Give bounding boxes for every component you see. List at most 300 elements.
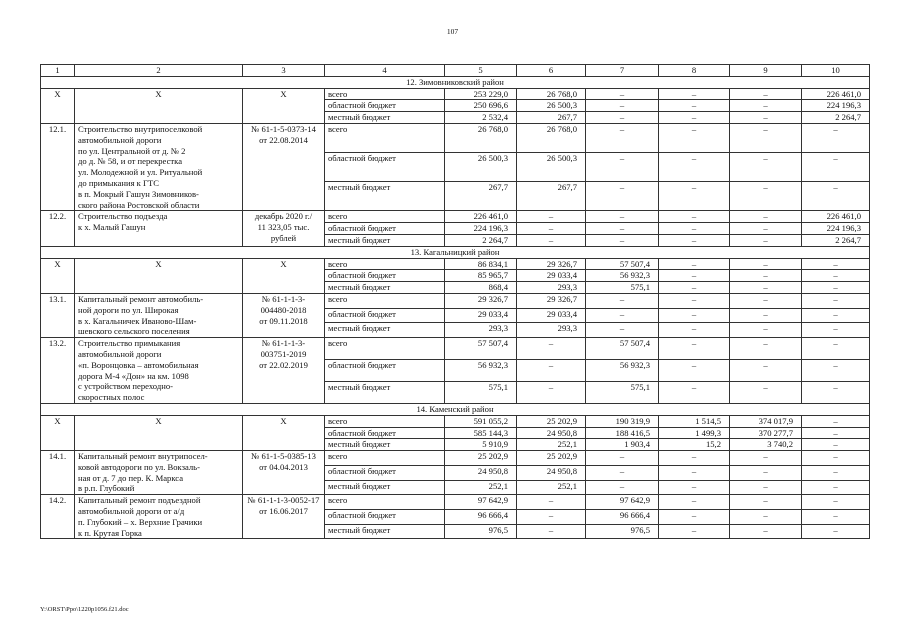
amount-cell: 25 202,9 xyxy=(517,451,586,466)
amount-cell: 29 326,7 xyxy=(517,258,586,270)
amount-cell: – xyxy=(659,308,730,323)
item-name xyxy=(75,258,243,293)
amount-cell: – xyxy=(659,211,730,223)
item-number xyxy=(41,451,75,495)
amount-cell: 1 903,4 xyxy=(586,439,659,451)
amount-cell: 3 740,2 xyxy=(730,439,802,451)
item-document xyxy=(243,258,325,293)
amount-cell: 224 196,3 xyxy=(802,100,870,112)
amount-cell: 25 202,9 xyxy=(445,451,517,466)
amount-cell: – xyxy=(586,112,659,124)
funding-source: всего xyxy=(325,451,445,466)
file-path-footer: Y:\ORST\Ppo\1220p1056.f21.doc xyxy=(40,606,129,613)
header-row xyxy=(41,65,870,77)
item-document-line: 11 323,05 тыс. xyxy=(257,222,310,233)
item-name-line: в р.п. Глубокий xyxy=(78,483,135,494)
amount-cell: 96 666,4 xyxy=(586,510,659,525)
amount-cell: – xyxy=(802,465,870,480)
amount-cell: – xyxy=(802,308,870,323)
amount-cell: – xyxy=(730,123,802,152)
col-header: 9 xyxy=(730,65,802,77)
item-name-line: X xyxy=(155,258,162,269)
amount-cell: – xyxy=(659,112,730,124)
table-row xyxy=(41,211,870,223)
amount-cell: 252,1 xyxy=(517,439,586,451)
funding-source: областной бюджет xyxy=(325,270,445,282)
amount-cell: – xyxy=(730,308,802,323)
amount-cell: – xyxy=(659,258,730,270)
item-number xyxy=(41,258,75,293)
amount-cell: 188 416,5 xyxy=(586,427,659,439)
funding-source: областной бюджет xyxy=(325,465,445,480)
amount-cell: – xyxy=(730,153,802,182)
table-row xyxy=(41,88,870,100)
col-header: 2 xyxy=(75,65,243,77)
amount-cell: – xyxy=(517,495,586,510)
amount-cell: 96 666,4 xyxy=(445,510,517,525)
amount-cell: 591 055,2 xyxy=(445,415,517,427)
item-number-text: 14.1. xyxy=(48,451,67,462)
item-name-line: автомобильной дороги от а/д xyxy=(78,506,185,517)
amount-cell: – xyxy=(730,112,802,124)
section-title: 13. Кагальницкий район xyxy=(41,246,870,258)
table-row xyxy=(41,415,870,427)
amount-cell: 267,7 xyxy=(517,112,586,124)
item-document-line: X xyxy=(280,88,287,99)
amount-cell: 224 196,3 xyxy=(445,223,517,235)
amount-cell: – xyxy=(802,495,870,510)
item-number xyxy=(41,495,75,539)
amount-cell: – xyxy=(730,100,802,112)
amount-cell: – xyxy=(802,524,870,539)
amount-cell: – xyxy=(586,293,659,308)
item-name-line: п. Глубокий – х. Верхние Грачики xyxy=(78,516,203,527)
amount-cell: – xyxy=(730,338,802,360)
amount-cell: 56 932,3 xyxy=(586,360,659,382)
amount-cell: – xyxy=(659,465,730,480)
amount-cell: 29 033,4 xyxy=(517,308,586,323)
amount-cell: – xyxy=(730,258,802,270)
item-name-line: X xyxy=(155,415,162,426)
amount-cell: 370 277,7 xyxy=(730,427,802,439)
amount-cell: – xyxy=(586,100,659,112)
amount-cell: 293,3 xyxy=(445,323,517,338)
item-name-line: с устройством переходно- xyxy=(78,381,173,392)
amount-cell: – xyxy=(802,360,870,382)
funding-source: местный бюджет xyxy=(325,234,445,246)
item-name-line: ул. Молодежной и ул. Ритуальной xyxy=(78,167,203,178)
page-number: 107 xyxy=(446,27,459,36)
funding-source: областной бюджет xyxy=(325,360,445,382)
amount-cell: – xyxy=(659,153,730,182)
amount-cell: 57 507,4 xyxy=(586,338,659,360)
item-number xyxy=(41,415,75,450)
section-title: 14. Каменский район xyxy=(41,403,870,415)
amount-cell: 868,4 xyxy=(445,282,517,294)
amount-cell: – xyxy=(659,510,730,525)
amount-cell: – xyxy=(802,153,870,182)
item-name-line: Строительство примыкания xyxy=(78,338,181,349)
item-number-text: 13.1. xyxy=(48,293,67,304)
item-document xyxy=(243,415,325,450)
amount-cell: – xyxy=(586,323,659,338)
item-name-line: ная от д. 7 до пер. К. Маркса xyxy=(78,472,184,483)
amount-cell: – xyxy=(659,182,730,211)
amount-cell: – xyxy=(730,211,802,223)
item-document xyxy=(243,123,325,210)
amount-cell: – xyxy=(730,234,802,246)
col-header: 10 xyxy=(802,65,870,77)
item-document xyxy=(243,211,325,246)
funding-source: всего xyxy=(325,338,445,360)
amount-cell: – xyxy=(802,293,870,308)
item-number-text: 13.2. xyxy=(48,338,67,349)
amount-cell: – xyxy=(659,381,730,403)
amount-cell: 224 196,3 xyxy=(802,223,870,235)
item-document-line: № 61-1-1-3- xyxy=(261,293,306,304)
item-name xyxy=(75,495,243,539)
item-name-line: к х. Малый Гашун xyxy=(78,222,146,233)
amount-cell: 190 319,9 xyxy=(586,415,659,427)
amount-cell: 56 932,3 xyxy=(586,270,659,282)
amount-cell: – xyxy=(586,123,659,152)
amount-cell: 26 500,3 xyxy=(517,153,586,182)
amount-cell: – xyxy=(586,308,659,323)
col-header: 8 xyxy=(659,65,730,77)
amount-cell: – xyxy=(586,234,659,246)
section-row xyxy=(41,76,870,88)
item-number xyxy=(41,211,75,246)
item-name xyxy=(75,293,243,337)
item-name xyxy=(75,451,243,495)
amount-cell: 976,5 xyxy=(586,524,659,539)
amount-cell: 26 768,0 xyxy=(517,123,586,152)
table-row xyxy=(41,338,870,360)
item-document-line: декабрь 2020 г./ xyxy=(254,211,313,222)
amount-cell: 293,3 xyxy=(517,282,586,294)
item-document-line: 004480-2018 xyxy=(260,304,307,315)
amount-cell: – xyxy=(802,323,870,338)
amount-cell: 226 461,0 xyxy=(802,211,870,223)
funding-source: всего xyxy=(325,415,445,427)
col-header: 6 xyxy=(517,65,586,77)
amount-cell: 29 033,4 xyxy=(517,270,586,282)
item-number xyxy=(41,293,75,337)
item-number-text: X xyxy=(54,415,61,426)
funding-source: местный бюджет xyxy=(325,182,445,211)
amount-cell: 57 507,4 xyxy=(445,338,517,360)
col-header: 5 xyxy=(445,65,517,77)
amount-cell: – xyxy=(659,282,730,294)
item-document xyxy=(243,293,325,337)
amount-cell: 575,1 xyxy=(586,282,659,294)
amount-cell: – xyxy=(659,234,730,246)
amount-cell: – xyxy=(730,495,802,510)
amount-cell: 15,2 xyxy=(659,439,730,451)
item-name-line: ковой автодороги по ул. Вокзаль- xyxy=(78,461,200,472)
amount-cell: 2 264,7 xyxy=(445,234,517,246)
amount-cell: 24 950,8 xyxy=(517,427,586,439)
item-name-line: скоростных полос xyxy=(78,392,145,403)
funding-source: местный бюджет xyxy=(325,282,445,294)
item-name-line: «п. Воронцовка – автомобильная xyxy=(78,359,199,370)
amount-cell: 253 229,0 xyxy=(445,88,517,100)
item-name-line: к п. Крутая Горка xyxy=(78,527,142,538)
amount-cell: – xyxy=(802,338,870,360)
item-name-line: до д. № 58, и от перекрестка xyxy=(78,156,183,167)
amount-cell: – xyxy=(802,258,870,270)
item-document-line: X xyxy=(280,415,287,426)
section-row xyxy=(41,403,870,415)
table-row xyxy=(41,293,870,308)
funding-source: областной бюджет xyxy=(325,153,445,182)
amount-cell: 2 264,7 xyxy=(802,234,870,246)
amount-cell: – xyxy=(730,381,802,403)
item-document-line: X xyxy=(280,258,287,269)
amount-cell: 575,1 xyxy=(586,381,659,403)
funding-source: местный бюджет xyxy=(325,524,445,539)
amount-cell: 57 507,4 xyxy=(586,258,659,270)
amount-cell: – xyxy=(659,338,730,360)
table-row xyxy=(41,495,870,510)
item-name-line: дорога М-4 «Дон» на км. 1098 xyxy=(78,370,189,381)
amount-cell: – xyxy=(659,100,730,112)
amount-cell: – xyxy=(659,480,730,495)
amount-cell: – xyxy=(517,223,586,235)
amount-cell: 2 264,7 xyxy=(802,112,870,124)
amount-cell: 575,1 xyxy=(445,381,517,403)
amount-cell: 26 500,3 xyxy=(517,100,586,112)
amount-cell: – xyxy=(730,293,802,308)
amount-cell: – xyxy=(802,415,870,427)
funding-source: местный бюджет xyxy=(325,439,445,451)
amount-cell: 56 932,3 xyxy=(445,360,517,382)
funding-source: всего xyxy=(325,211,445,223)
amount-cell: – xyxy=(586,465,659,480)
item-name-line: автомобильной дороги xyxy=(78,134,162,145)
amount-cell: 26 500,3 xyxy=(445,153,517,182)
item-name xyxy=(75,88,243,123)
item-name xyxy=(75,415,243,450)
amount-cell: 97 642,9 xyxy=(445,495,517,510)
amount-cell: – xyxy=(802,282,870,294)
funding-source: областной бюджет xyxy=(325,223,445,235)
amount-cell: 226 461,0 xyxy=(802,88,870,100)
amount-cell: – xyxy=(730,88,802,100)
table-row xyxy=(41,258,870,270)
funding-source: всего xyxy=(325,495,445,510)
amount-cell: – xyxy=(730,510,802,525)
amount-cell: – xyxy=(802,480,870,495)
item-name-line: Капитальный ремонт подъездной xyxy=(78,495,201,506)
funding-source: всего xyxy=(325,258,445,270)
amount-cell: 26 768,0 xyxy=(517,88,586,100)
amount-cell: 5 910,9 xyxy=(445,439,517,451)
amount-cell: – xyxy=(659,524,730,539)
table-body xyxy=(41,65,870,539)
item-name-line: Строительство внутрипоселковой xyxy=(78,123,203,134)
item-name-line: шевского сельского поселения xyxy=(78,326,190,337)
amount-cell: – xyxy=(517,510,586,525)
item-number xyxy=(41,88,75,123)
amount-cell: – xyxy=(659,293,730,308)
funding-source: местный бюджет xyxy=(325,381,445,403)
item-document-line: № 61-1-1-3- xyxy=(261,338,306,349)
amount-cell: – xyxy=(730,524,802,539)
item-document-line: от 16.06.2017 xyxy=(259,506,308,517)
item-number-text: X xyxy=(54,88,61,99)
amount-cell: – xyxy=(802,381,870,403)
item-name-line: автомобильной дороги xyxy=(78,348,162,359)
item-name-line: X xyxy=(155,88,162,99)
col-header: 7 xyxy=(586,65,659,77)
amount-cell: – xyxy=(586,182,659,211)
table-row xyxy=(41,451,870,466)
amount-cell: 24 950,8 xyxy=(517,465,586,480)
item-name xyxy=(75,123,243,210)
amount-cell: – xyxy=(517,381,586,403)
amount-cell: 24 950,8 xyxy=(445,465,517,480)
col-header: 4 xyxy=(325,65,445,77)
funding-source: областной бюджет xyxy=(325,308,445,323)
item-document-line: от 09.11.2018 xyxy=(259,315,308,326)
funding-source: всего xyxy=(325,123,445,152)
amount-cell: 293,3 xyxy=(517,323,586,338)
amount-cell: – xyxy=(730,282,802,294)
amount-cell: 374 017,9 xyxy=(730,415,802,427)
amount-cell: 1 499,3 xyxy=(659,427,730,439)
amount-cell: 29 326,7 xyxy=(517,293,586,308)
amount-cell: 86 834,1 xyxy=(445,258,517,270)
amount-cell: – xyxy=(730,480,802,495)
item-name-line: по ул. Центральной от д. № 2 xyxy=(78,145,186,156)
table-row xyxy=(41,123,870,152)
item-name-line: ной дороги по ул. Широкая xyxy=(78,304,179,315)
amount-cell: – xyxy=(586,88,659,100)
amount-cell: 25 202,9 xyxy=(517,415,586,427)
amount-cell: – xyxy=(659,451,730,466)
amount-cell: – xyxy=(586,223,659,235)
item-document-line: № 61-1-5-0373-14 xyxy=(251,123,316,134)
item-document-line: от 22.02.2019 xyxy=(259,359,308,370)
amount-cell: – xyxy=(517,360,586,382)
funding-source: всего xyxy=(325,88,445,100)
amount-cell: 85 965,7 xyxy=(445,270,517,282)
item-document-line: № 61-1-1-3-0052-17 xyxy=(247,495,320,506)
amount-cell: – xyxy=(659,88,730,100)
item-name xyxy=(75,338,243,404)
amount-cell: – xyxy=(659,360,730,382)
amount-cell: – xyxy=(659,223,730,235)
amount-cell: – xyxy=(517,234,586,246)
amount-cell: 97 642,9 xyxy=(586,495,659,510)
amount-cell: 250 696,6 xyxy=(445,100,517,112)
item-name-line: в х. Кагальничек Иваново-Шам- xyxy=(78,315,197,326)
amount-cell: 976,5 xyxy=(445,524,517,539)
amount-cell: – xyxy=(586,451,659,466)
amount-cell: – xyxy=(586,480,659,495)
amount-cell: – xyxy=(730,270,802,282)
amount-cell: – xyxy=(659,495,730,510)
amount-cell: 226 461,0 xyxy=(445,211,517,223)
amount-cell: 2 532,4 xyxy=(445,112,517,124)
item-name-line: в п. Мокрый Гашун Зимовников- xyxy=(78,188,199,199)
item-document-line: от 04.04.2013 xyxy=(259,461,308,472)
item-name-line: Строительство подъезда xyxy=(78,211,168,222)
item-name-line: Капитальный ремонт автомобиль- xyxy=(78,293,204,304)
item-document xyxy=(243,338,325,404)
item-document-line: 003751-2019 xyxy=(260,348,307,359)
item-document xyxy=(243,88,325,123)
item-document xyxy=(243,495,325,539)
item-name xyxy=(75,211,243,246)
funding-source: всего xyxy=(325,293,445,308)
item-name-line: до примыкания к ГТС xyxy=(78,177,159,188)
amount-cell: – xyxy=(517,524,586,539)
funding-source: местный бюджет xyxy=(325,480,445,495)
amount-cell: – xyxy=(730,223,802,235)
funding-source: областной бюджет xyxy=(325,510,445,525)
funding-source: областной бюджет xyxy=(325,427,445,439)
amount-cell: 267,7 xyxy=(517,182,586,211)
item-number-text: X xyxy=(54,258,61,269)
amount-cell: – xyxy=(730,323,802,338)
amount-cell: – xyxy=(659,270,730,282)
amount-cell: – xyxy=(730,451,802,466)
amount-cell: 29 033,4 xyxy=(445,308,517,323)
item-number-text: 12.1. xyxy=(48,123,67,134)
funding-source: областной бюджет xyxy=(325,100,445,112)
amount-cell: 252,1 xyxy=(445,480,517,495)
funding-source: местный бюджет xyxy=(325,112,445,124)
amount-cell: – xyxy=(730,465,802,480)
amount-cell: 26 768,0 xyxy=(445,123,517,152)
item-number-text: 12.2. xyxy=(48,211,67,222)
col-header: 3 xyxy=(243,65,325,77)
amount-cell: – xyxy=(802,123,870,152)
amount-cell: 29 326,7 xyxy=(445,293,517,308)
amount-cell: – xyxy=(586,211,659,223)
item-document-line: от 22.08.2014 xyxy=(259,134,308,145)
amount-cell: – xyxy=(517,211,586,223)
amount-cell: – xyxy=(802,451,870,466)
amount-cell: – xyxy=(802,182,870,211)
section-title: 12. Зимовниковский район xyxy=(41,76,870,88)
amount-cell: – xyxy=(586,153,659,182)
item-number xyxy=(41,338,75,404)
item-document xyxy=(243,451,325,495)
amount-cell: 267,7 xyxy=(445,182,517,211)
amount-cell: – xyxy=(802,439,870,451)
item-document-line: рублей xyxy=(270,232,297,243)
amount-cell: – xyxy=(802,510,870,525)
budget-table xyxy=(40,64,870,539)
amount-cell: – xyxy=(802,427,870,439)
item-document-line: № 61-1-5-0385-13 xyxy=(251,451,316,462)
item-name-line: ского района Ростовской области xyxy=(78,199,200,210)
funding-source: местный бюджет xyxy=(325,323,445,338)
amount-cell: 585 144,3 xyxy=(445,427,517,439)
amount-cell: – xyxy=(802,270,870,282)
amount-cell: – xyxy=(517,338,586,360)
item-name-line: Капитальный ремонт внутрипосел- xyxy=(78,451,208,462)
amount-cell: – xyxy=(659,123,730,152)
col-header: 1 xyxy=(41,65,75,77)
amount-cell: – xyxy=(659,323,730,338)
item-number-text: 14.2. xyxy=(48,495,67,506)
amount-cell: 1 514,5 xyxy=(659,415,730,427)
amount-cell: 252,1 xyxy=(517,480,586,495)
